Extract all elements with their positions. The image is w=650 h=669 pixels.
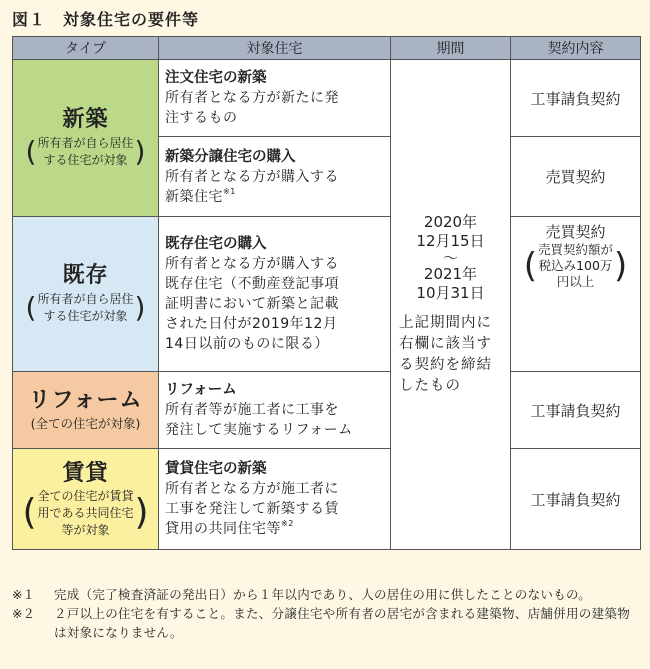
- requirements-table: [12, 36, 641, 550]
- period-tilde: ～: [442, 248, 458, 267]
- target-title: 既存住宅の購入: [165, 236, 267, 252]
- contract-cell-existing: 売買契約 ( 売買契約額が 税込み100万 円以上 ): [511, 217, 641, 372]
- target-title: 新築分譲住宅の購入: [165, 148, 296, 165]
- type-cell-new: 新築 ( 所有者が自ら居住 する住宅が対象 ): [13, 60, 159, 217]
- table-row-existing: [13, 217, 641, 372]
- target-title: 賃貸住宅の新築: [165, 461, 267, 477]
- target-title: 注文住宅の新築: [165, 70, 267, 86]
- contract-cell: 売買契約: [511, 137, 641, 217]
- footnote-1: ※１ 完成（完了検査済証の発出日）から１年以内であり、人の居住の用に供したことのないもの。: [12, 587, 592, 602]
- header-row: [13, 37, 641, 60]
- contract-cell: 工事請負契約: [511, 60, 641, 137]
- header-target: 対象住宅: [159, 37, 391, 60]
- period-end-day: 10月31日: [416, 283, 485, 302]
- target-cell-reform: リフォーム 所有者等が施工者に工事を 発注して実施するリフォーム: [159, 372, 391, 449]
- contract-cell: 工事請負契約: [511, 449, 641, 550]
- type-cell-rental: 賃貸 ( 全ての住宅が賃貸 用である共同住宅 等が対象 ): [13, 449, 159, 550]
- target-cell-existing: 既存住宅の購入 所有者となる方が購入する 既存住宅（不動産登記事項 証明書において新築と記載 された日付が2019年12月 14日以前のものに限る）: [159, 217, 391, 372]
- header-type: タイプ: [13, 37, 159, 60]
- target-title: リフォーム: [165, 382, 237, 398]
- target-cell-rental: 賃貸住宅の新築 所有者となる方が施工者に 工事を発注して新築する賃 貸用の共同住宅等$^{※2}$: [159, 449, 391, 550]
- type-cell-reform: リフォーム (全ての住宅が対象): [13, 372, 159, 449]
- footnote-2: ※２ ２戸以上の住宅を有すること。また、分譲住宅や所有者の居宅が含まれる建築物、店舗併用の建築物は対象になりません。: [12, 606, 631, 640]
- period-start-day: 12月15日: [416, 231, 485, 250]
- contract-cell: 工事請負契約: [511, 372, 641, 449]
- figure-title: 図１ 対象住宅の要件等: [12, 10, 200, 29]
- type-condition-new-line1: 所有者が自ら居住: [37, 136, 134, 150]
- period-cell: [391, 60, 511, 550]
- footnote-mark-2: ※2: [281, 519, 294, 528]
- footnotes: [12, 585, 642, 642]
- type-condition-new-line2: する住宅が対象: [43, 153, 128, 167]
- type-name-rental: 賃貸: [62, 460, 109, 486]
- table-row-new-1: [13, 60, 641, 137]
- header-contract: 契約内容: [511, 37, 641, 60]
- period-end-year: 2021年: [423, 264, 478, 283]
- table-row-reform: [13, 372, 641, 449]
- type-name-new: 新築: [62, 107, 109, 132]
- period-start-year: 2020年: [423, 212, 478, 231]
- contract-label: 売買契約: [545, 223, 606, 241]
- target-cell-new-condo: 新築分譲住宅の購入 所有者となる方が購入する 新築住宅$^{※1}$: [159, 137, 391, 217]
- period-note: 上記期間内に 右欄に該当す る契約を締結 したもの: [399, 314, 492, 394]
- footnote-mark-1: ※1: [223, 186, 236, 196]
- table-row-rental: [13, 449, 641, 550]
- type-name-reform: リフォーム: [28, 388, 143, 413]
- target-cell-custom-home: 注文住宅の新築 所有者となる方が新たに発 注するもの: [159, 60, 391, 137]
- header-period: 期間: [391, 37, 511, 60]
- type-name-existing: 既存: [62, 263, 109, 288]
- type-cell-existing: 既存 ( 所有者が自ら居住 する住宅が対象 ): [13, 217, 159, 372]
